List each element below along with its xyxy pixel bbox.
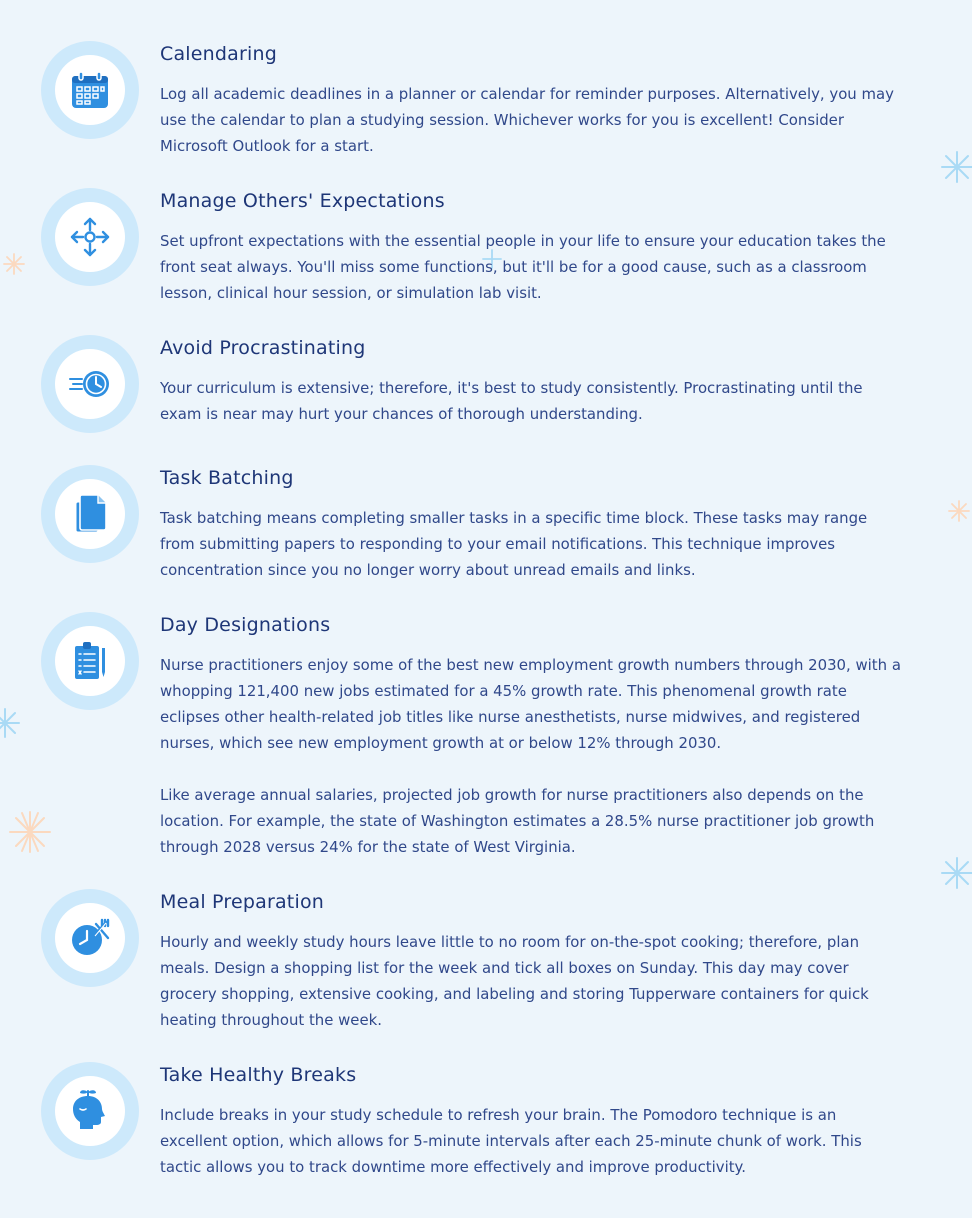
tip-paragraph: Nurse practitioners enjoy some of the best new employment growth numbers through 2030, with a whopping 121,400 new jobs estimated for a 45% growth rate. This phenomenal growth rate eclipses other health-related job titles like nurse anesthetists, nurse midwives, and registered nurses, which see new employment growth at or below 12% through 2030. — [160, 656, 901, 752]
icon-badge — [41, 41, 139, 139]
tip-title: Take Healthy Breaks — [160, 1064, 357, 1086]
tip-body — [160, 81, 905, 159]
tip-title: Meal Preparation — [160, 891, 325, 913]
tip-title: Calendaring — [160, 43, 278, 65]
tip-body — [160, 929, 905, 1033]
clipboard-checklist-icon — [68, 639, 112, 683]
tip-title: Task Batching — [160, 467, 294, 489]
calendar-icon — [68, 68, 112, 112]
sparkle-icon — [940, 856, 972, 890]
tip-body — [160, 228, 905, 306]
tip-paragraph: Log all academic deadlines in a planner or calendar for reminder purposes. Alternatively, you may use the calendar to plan a studying session. Whichever works for you is excellent! Consider Microsoft Outlook for a start. — [160, 85, 894, 155]
sparkle-icon — [0, 708, 20, 738]
tip-paragraph: Your curriculum is extensive; therefore, it's best to study consistently. Procrastinating until the exam is near may hurt your chances of thorough understanding. — [160, 379, 863, 423]
move-arrows-icon — [68, 215, 112, 259]
clock-utensils-icon — [68, 916, 112, 960]
icon-badge — [41, 465, 139, 563]
icon-badge — [41, 1062, 139, 1160]
sparkle-icon — [8, 810, 52, 854]
tip-paragraph: Hourly and weekly study hours leave little to no room for on-the-spot cooking; therefore, plan meals. Design a shopping list for the week and tick all boxes on Sunday. This day may cover grocery shopping, extensive cooking, and labeling and storing Tupperware containers for quick heating throughout the week. — [160, 933, 869, 1029]
icon-badge — [41, 335, 139, 433]
icon-badge — [41, 188, 139, 286]
tip-title: Avoid Procrastinating — [160, 337, 366, 359]
icon-badge — [41, 612, 139, 710]
tip-title: Day Designations — [160, 614, 331, 636]
tip-body — [160, 505, 905, 583]
sparkle-icon — [940, 150, 972, 184]
tip-paragraph: Include breaks in your study schedule to refresh your brain. The Pomodoro technique is an excellent option, which allows for 5-minute intervals after each 25-minute chunk of work. This tactic allows you to track downtime more effectively and improve productivity. — [160, 1106, 862, 1176]
head-sprout-icon — [68, 1089, 112, 1133]
tip-body — [160, 375, 905, 427]
tip-paragraph: Like average annual salaries, projected job growth for nurse practitioners also depends on the location. For example, the state of Washington estimates a 28.5% nurse practitioner job growth through 2028 versus 24% for the state of West Virginia. — [160, 786, 875, 856]
tip-paragraph: Task batching means completing smaller tasks in a specific time block. These tasks may range from submitting papers to responding to your email notifications. This technique improves concentration since you no longer worry about unread emails and links. — [160, 509, 868, 579]
tip-paragraph: Set upfront expectations with the essential people in your life to ensure your education takes the front seat always. You'll miss some functions, but it'll be for a good cause, such as a classroom lesson, clinical hour session, or simulation lab visit. — [160, 232, 886, 302]
sparkle-icon — [2, 252, 26, 276]
fast-clock-icon — [68, 362, 112, 406]
sparkle-icon — [948, 500, 970, 522]
tip-body — [160, 1102, 905, 1180]
tip-body — [160, 652, 905, 860]
icon-badge — [41, 889, 139, 987]
tip-title: Manage Others' Expectations — [160, 190, 445, 212]
documents-icon — [68, 492, 112, 536]
